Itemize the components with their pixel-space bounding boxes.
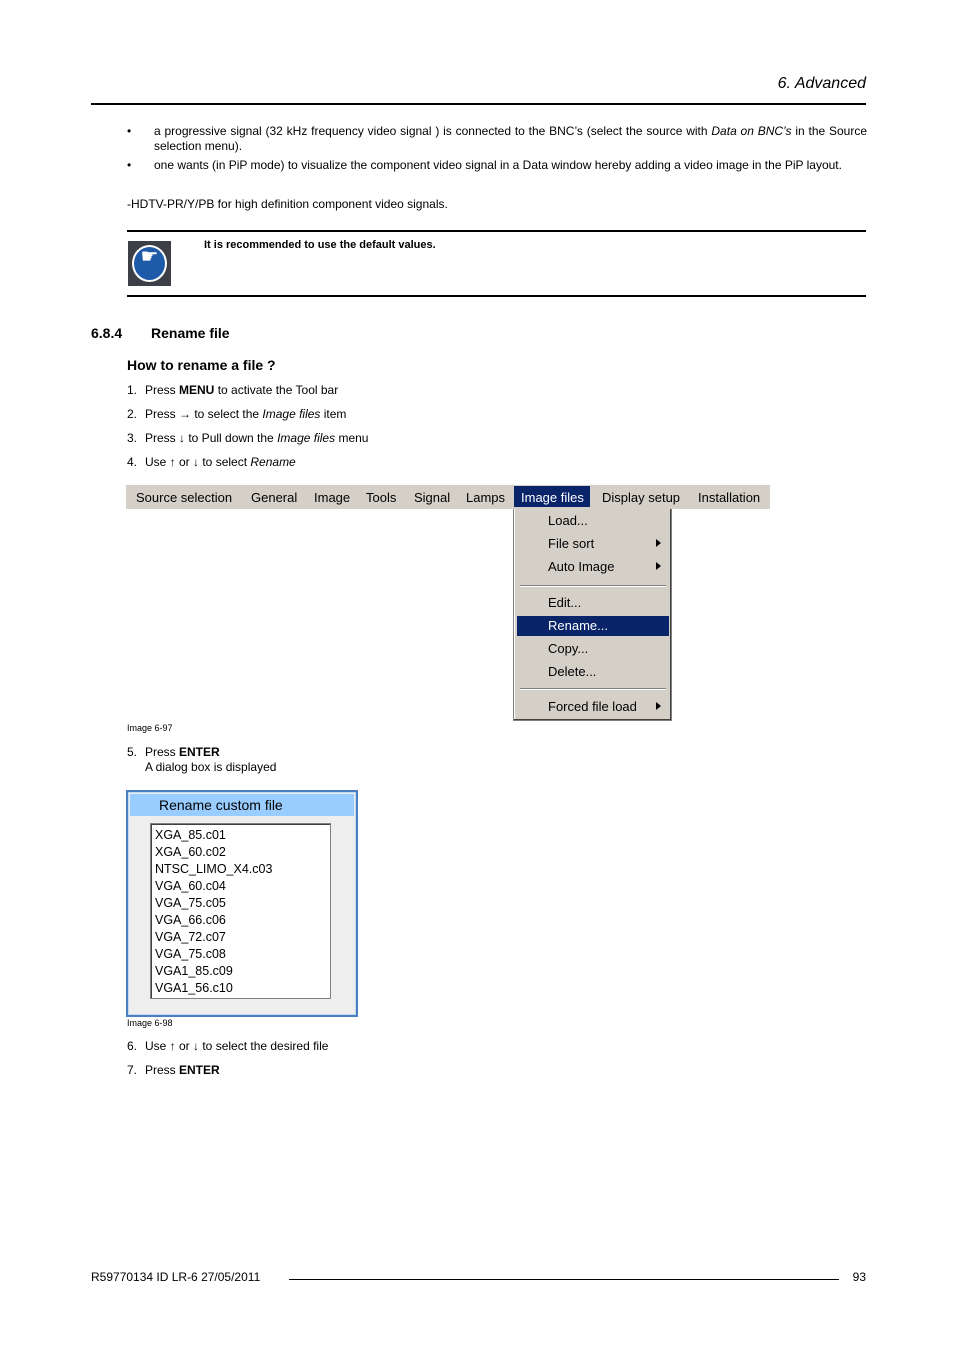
menu-item-edit[interactable] <box>517 593 669 613</box>
menu-signal[interactable]: Signal <box>414 490 451 505</box>
file-list-item[interactable]: VGA1_85.c09 <box>155 964 233 978</box>
section-number: 6.8.4 <box>91 325 123 341</box>
menu-item-label: Auto Image <box>548 559 615 574</box>
step-5-result: A dialog box is displayed <box>145 760 277 774</box>
figure-caption-2: Image 6-98 <box>127 1018 173 1028</box>
menu-tools[interactable]: Tools <box>366 490 397 505</box>
step-key: ENTER <box>179 1063 220 1077</box>
step-text: Press ↓ to Pull down the <box>145 431 278 445</box>
step-5 <box>127 745 220 760</box>
step-key: MENU <box>179 383 215 397</box>
figure-caption-1: Image 6-97 <box>127 723 173 733</box>
file-listbox[interactable] <box>150 823 331 999</box>
file-list-item[interactable]: NTSC_LIMO_X4.c03 <box>155 862 273 876</box>
step-text: Use ↑ or ↓ to select <box>145 455 251 469</box>
step-text: Press <box>145 745 180 759</box>
menu-display-setup[interactable]: Display setup <box>602 490 681 505</box>
file-list-item[interactable]: VGA_72.c07 <box>155 930 226 944</box>
pointing-hand-icon: ☛ <box>128 241 171 286</box>
step-number: 5. <box>127 745 138 759</box>
bullet-text: a progressive signal (32 kHz frequency video signal ) is connected to the BNC’s (select the source with <box>154 124 712 138</box>
bullet-item-2 <box>127 158 867 173</box>
note-bottom-rule <box>127 295 866 297</box>
file-list-item[interactable]: VGA1_56.c10 <box>155 981 233 995</box>
submenu-arrow-icon <box>656 539 661 547</box>
tool-menubar <box>126 485 770 509</box>
step-emphasis: Image files <box>277 431 336 445</box>
image-files-dropdown <box>513 509 672 721</box>
submenu-arrow-icon <box>656 562 661 570</box>
menu-image-files[interactable]: Image files <box>514 486 590 507</box>
step-text: menu <box>335 431 369 445</box>
file-list-item[interactable]: VGA_60.c04 <box>155 879 226 893</box>
menu-general[interactable]: General <box>251 490 298 505</box>
menu-item-label: Rename... <box>548 618 608 633</box>
submenu-arrow-icon <box>656 702 661 710</box>
bullet-emphasis: Data on BNC’s <box>711 124 792 138</box>
menu-separator <box>520 688 666 690</box>
chapter-title: 6. Advanced <box>777 75 866 92</box>
file-list-item[interactable]: XGA_85.c01 <box>155 828 226 842</box>
bullet-text: one wants (in PiP mode) to visualize the component video signal in a Data window hereby adding a video image in the PiP layout. <box>154 158 842 172</box>
step-4 <box>127 455 296 470</box>
step-number: 6. <box>127 1039 138 1053</box>
menu-item-load[interactable] <box>517 511 669 531</box>
bullet-text-end: in the Source selection menu). <box>154 124 868 153</box>
file-list-item[interactable]: XGA_60.c02 <box>155 845 226 859</box>
page-number: 93 <box>852 1270 866 1284</box>
footer-doc-id: R59770134 ID LR-6 27/05/2011 <box>91 1270 261 1284</box>
menu-item-delete[interactable] <box>517 662 669 682</box>
menu-source-selection[interactable]: Source selection <box>136 490 233 505</box>
rename-dialog <box>126 790 358 1017</box>
procedure-heading: How to rename a file ? <box>127 357 276 373</box>
footer-rule <box>289 1279 839 1280</box>
step-text: to activate the Tool bar <box>214 383 339 397</box>
menu-image[interactable]: Image <box>314 490 351 505</box>
note-text: It is recommended to use the default values. <box>204 239 436 251</box>
step-emphasis: Rename <box>250 455 296 469</box>
note-top-rule <box>127 230 866 232</box>
dialog-title: Rename custom file <box>130 794 354 816</box>
menu-item-label: Edit... <box>548 595 582 610</box>
menu-installation[interactable]: Installation <box>698 490 761 505</box>
step-key: ENTER <box>179 745 220 759</box>
file-list-item[interactable]: VGA_66.c06 <box>155 913 226 927</box>
step-2 <box>127 407 346 422</box>
menu-separator <box>520 585 666 587</box>
bullet-item-1 <box>127 124 867 154</box>
menu-item-file-sort[interactable] <box>517 534 669 554</box>
step-emphasis: Image files <box>262 407 321 421</box>
menu-item-label: File sort <box>548 536 595 551</box>
hdtv-paragraph: -HDTV-PR/Y/PB for high definition component video signals. <box>127 197 448 211</box>
step-number: 7. <box>127 1063 138 1077</box>
step-text: Press <box>145 383 180 397</box>
step-text: Press → to select the <box>145 407 263 421</box>
step-number: 1. <box>127 383 138 397</box>
step-number: 3. <box>127 431 138 445</box>
step-text: Use ↑ or ↓ to select the desired file <box>145 1039 329 1053</box>
bullet-dot: • <box>127 124 132 138</box>
step-7 <box>127 1063 220 1078</box>
step-text: Press <box>145 1063 180 1077</box>
file-list-item[interactable]: VGA_75.c05 <box>155 896 226 910</box>
step-number: 2. <box>127 407 138 421</box>
section-title: Rename file <box>151 325 230 341</box>
menu-item-label: Copy... <box>548 641 589 656</box>
menu-item-label: Load... <box>548 513 588 528</box>
menu-item-label: Delete... <box>548 664 597 679</box>
header-rule <box>91 103 866 105</box>
menu-item-copy[interactable] <box>517 639 669 659</box>
step-6 <box>127 1039 328 1054</box>
menu-lamps[interactable]: Lamps <box>466 490 506 505</box>
step-text: item <box>320 407 347 421</box>
menu-item-label: Forced file load <box>548 699 637 714</box>
step-1 <box>127 383 338 398</box>
menu-item-auto-image[interactable] <box>517 557 669 577</box>
step-number: 4. <box>127 455 138 469</box>
step-3 <box>127 431 368 446</box>
menu-item-forced-file-load[interactable] <box>517 697 669 717</box>
bullet-dot: • <box>127 158 132 172</box>
file-list-item[interactable]: VGA_75.c08 <box>155 947 226 961</box>
menu-item-rename[interactable] <box>517 616 669 636</box>
